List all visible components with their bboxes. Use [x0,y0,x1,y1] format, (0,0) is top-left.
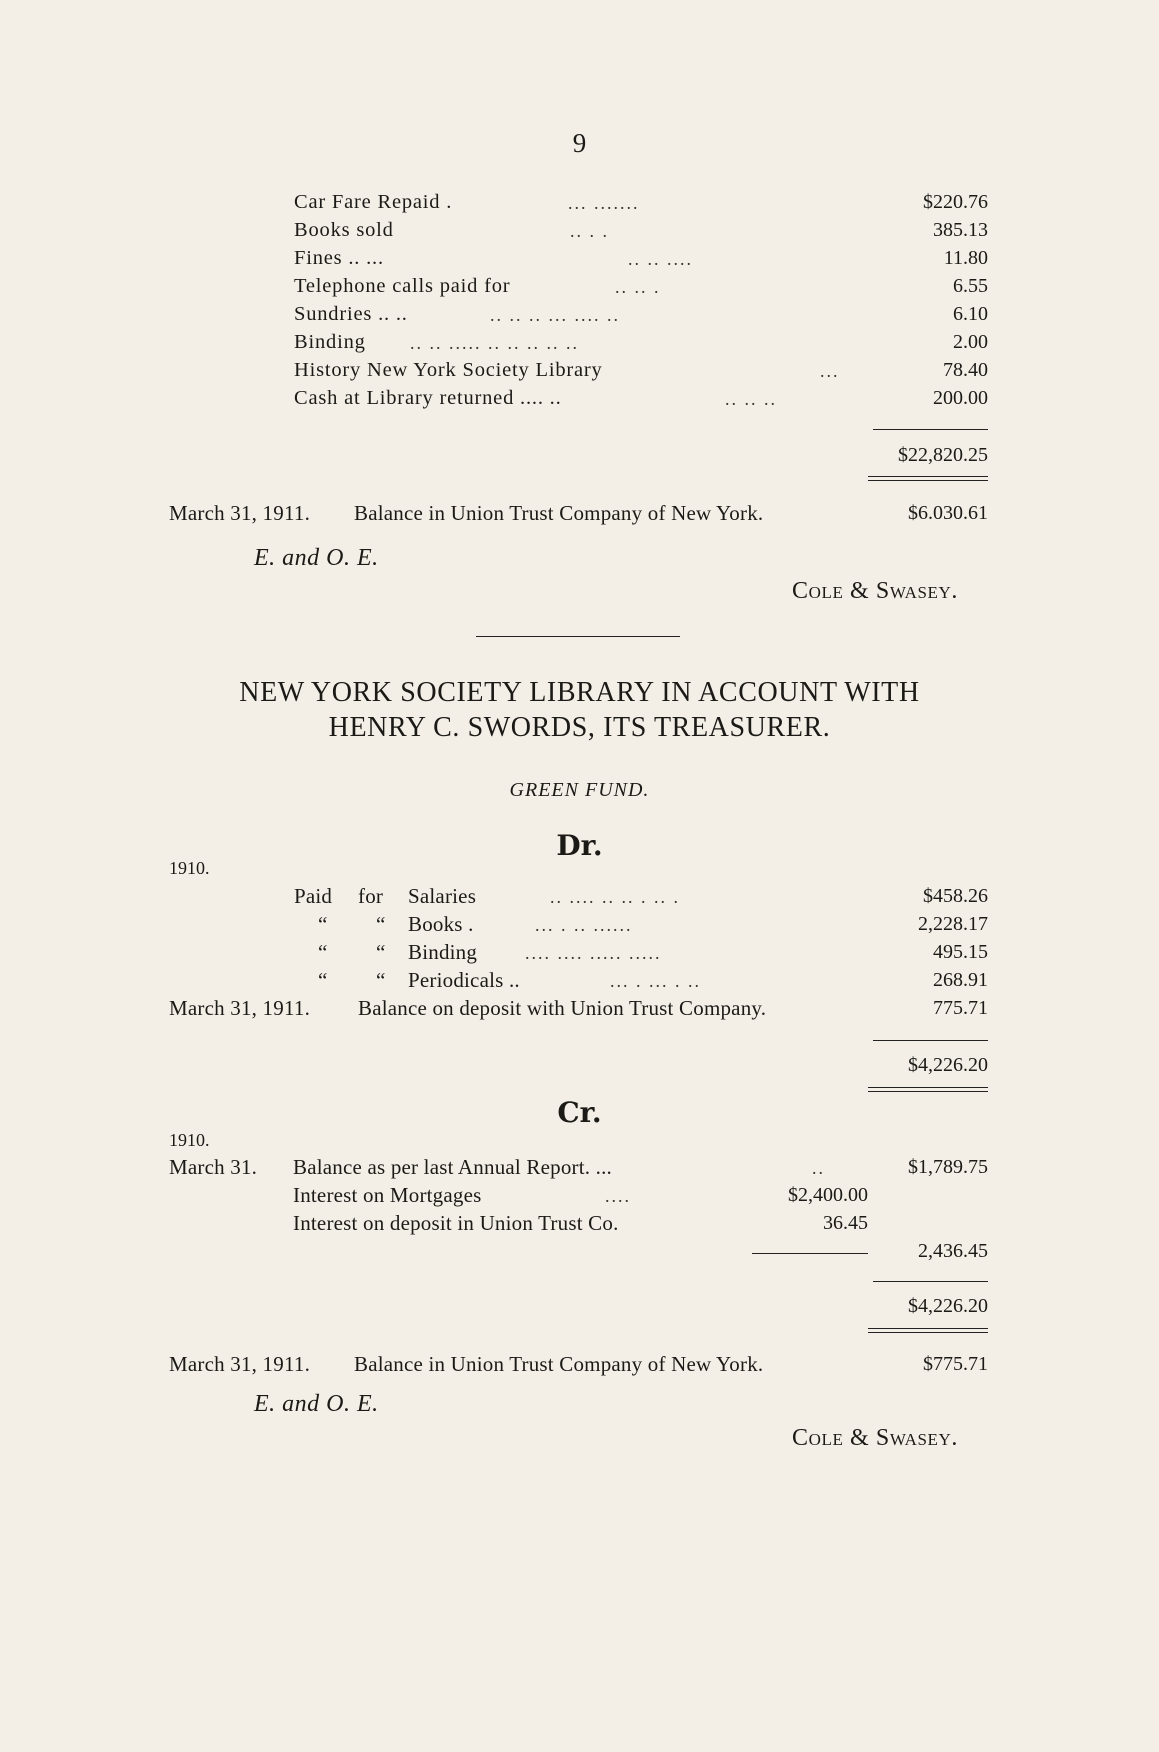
leader-dots: ... . ... . .. [610,971,701,991]
ditto: “ [376,968,386,992]
receipt-amount: 78.40 [943,359,988,381]
receipt-label: Fines .. ... [294,247,384,269]
receipt-label: History New York Society Library [294,359,603,381]
receipt-label: Car Fare Repaid . [294,191,453,213]
auditor-signature: Cole & Swasey. [791,578,958,604]
debit-label: Binding [408,940,478,964]
credit-sub-amount: 36.45 [823,1212,868,1234]
debit-amount: 2,228.17 [918,913,988,935]
page-number: 9 [572,128,587,158]
receipts-total: $22,820.25 [898,444,988,466]
leader-dots: .. .. .... [628,249,693,269]
leader-dots: .... [605,1186,631,1206]
credit-label: Balance as per last Annual Report. ... [293,1155,613,1179]
leader-dots: ... . .. ...... [535,915,633,935]
total-double-rule [868,476,988,481]
errors-note: E. and O. E. [254,1391,379,1417]
credit-amount: $1,789.75 [908,1156,988,1178]
balance-text: Balance in Union Trust Company of New York. [354,501,764,525]
leader-dots: ... ....... [568,193,640,213]
leader-dots: ... [820,361,840,381]
credit-date: March 31. [169,1155,258,1179]
debit-balance-date: March 31, 1911. [169,996,311,1020]
section-divider [476,636,680,637]
ditto: “ [318,968,328,992]
errors-note: E. and O. E. [254,545,379,571]
sum-rule [873,1281,988,1282]
credit-label: Interest on Mortgages [293,1183,482,1207]
leader-dots: .. .. . [615,277,661,297]
receipt-amount: 11.80 [943,247,988,269]
ditto: for [358,884,384,908]
final-balance-text: Balance in Union Trust Company of New York. [354,1352,764,1376]
final-balance-amount: $775.71 [923,1353,988,1375]
credit-year: 1910. [169,1130,210,1150]
leader-dots: .. .. .. ... .... .. [490,305,620,325]
debit-amount: 268.91 [933,969,988,991]
ditto: “ [318,912,328,936]
receipt-label: Books sold [294,219,394,241]
receipt-amount: 385.13 [933,219,988,241]
leader-dots: .. . . [570,221,609,241]
debit-label: Books . [408,912,474,936]
auditor-signature: Cole & Swasey. [791,1425,958,1451]
debit-total: $4,226.20 [908,1054,988,1076]
ditto: Paid [294,884,333,908]
receipt-label: Cash at Library returned .... .. [294,387,562,409]
receipt-label: Telephone calls paid for [294,275,511,297]
debit-balance-text: Balance on deposit with Union Trust Company. [358,996,767,1020]
debit-label: Periodicals .. [408,968,520,992]
leader-dots: .. .... .. .. . .. . [550,887,680,907]
ditto: “ [318,940,328,964]
receipt-amount: 200.00 [933,387,988,409]
leader-dots: .. .. ..... .. .. .. .. .. [410,333,579,353]
leader-dots: .... .... ..... ..... [525,943,662,963]
debit-amount: 775.71 [933,997,988,1019]
receipt-amount: $220.76 [923,191,988,213]
credit-subtotal: 2,436.45 [918,1240,988,1262]
receipt-amount: 6.55 [953,275,988,297]
subtotal-rule [752,1253,868,1254]
ditto: “ [376,940,386,964]
account-heading-line1: NEW YORK SOCIETY LIBRARY IN ACCOUNT WITH [239,677,920,708]
receipt-label: Sundries .. .. [294,303,408,325]
sum-rule [873,1040,988,1041]
account-heading-line2: HENRY C. SWORDS, ITS TREASURER. [328,712,831,743]
credit-label: Cr. [557,1096,602,1129]
debit-label: Salaries [408,884,477,908]
final-balance-date: March 31, 1911. [169,1352,311,1376]
debit-amount: $458.26 [923,885,988,907]
credit-label: Interest on deposit in Union Trust Co. [293,1211,619,1235]
ditto: “ [376,912,386,936]
receipt-amount: 6.10 [953,303,988,325]
total-double-rule [868,1087,988,1092]
debit-amount: 495.15 [933,941,988,963]
credit-total: $4,226.20 [908,1295,988,1317]
fund-name: GREEN FUND. [509,779,650,801]
receipt-amount: 2.00 [953,331,988,353]
leader-dots: .. [812,1158,825,1178]
balance-date: March 31, 1911. [169,501,311,525]
receipt-label: Binding [294,331,366,353]
sum-rule [873,429,988,430]
debit-label: Dr. [556,829,603,862]
leader-dots: .. .. .. [725,389,777,409]
debit-year: 1910. [169,858,210,878]
total-double-rule [868,1328,988,1333]
credit-sub-amount: $2,400.00 [788,1184,868,1206]
balance-amount: $6.030.61 [908,502,988,524]
